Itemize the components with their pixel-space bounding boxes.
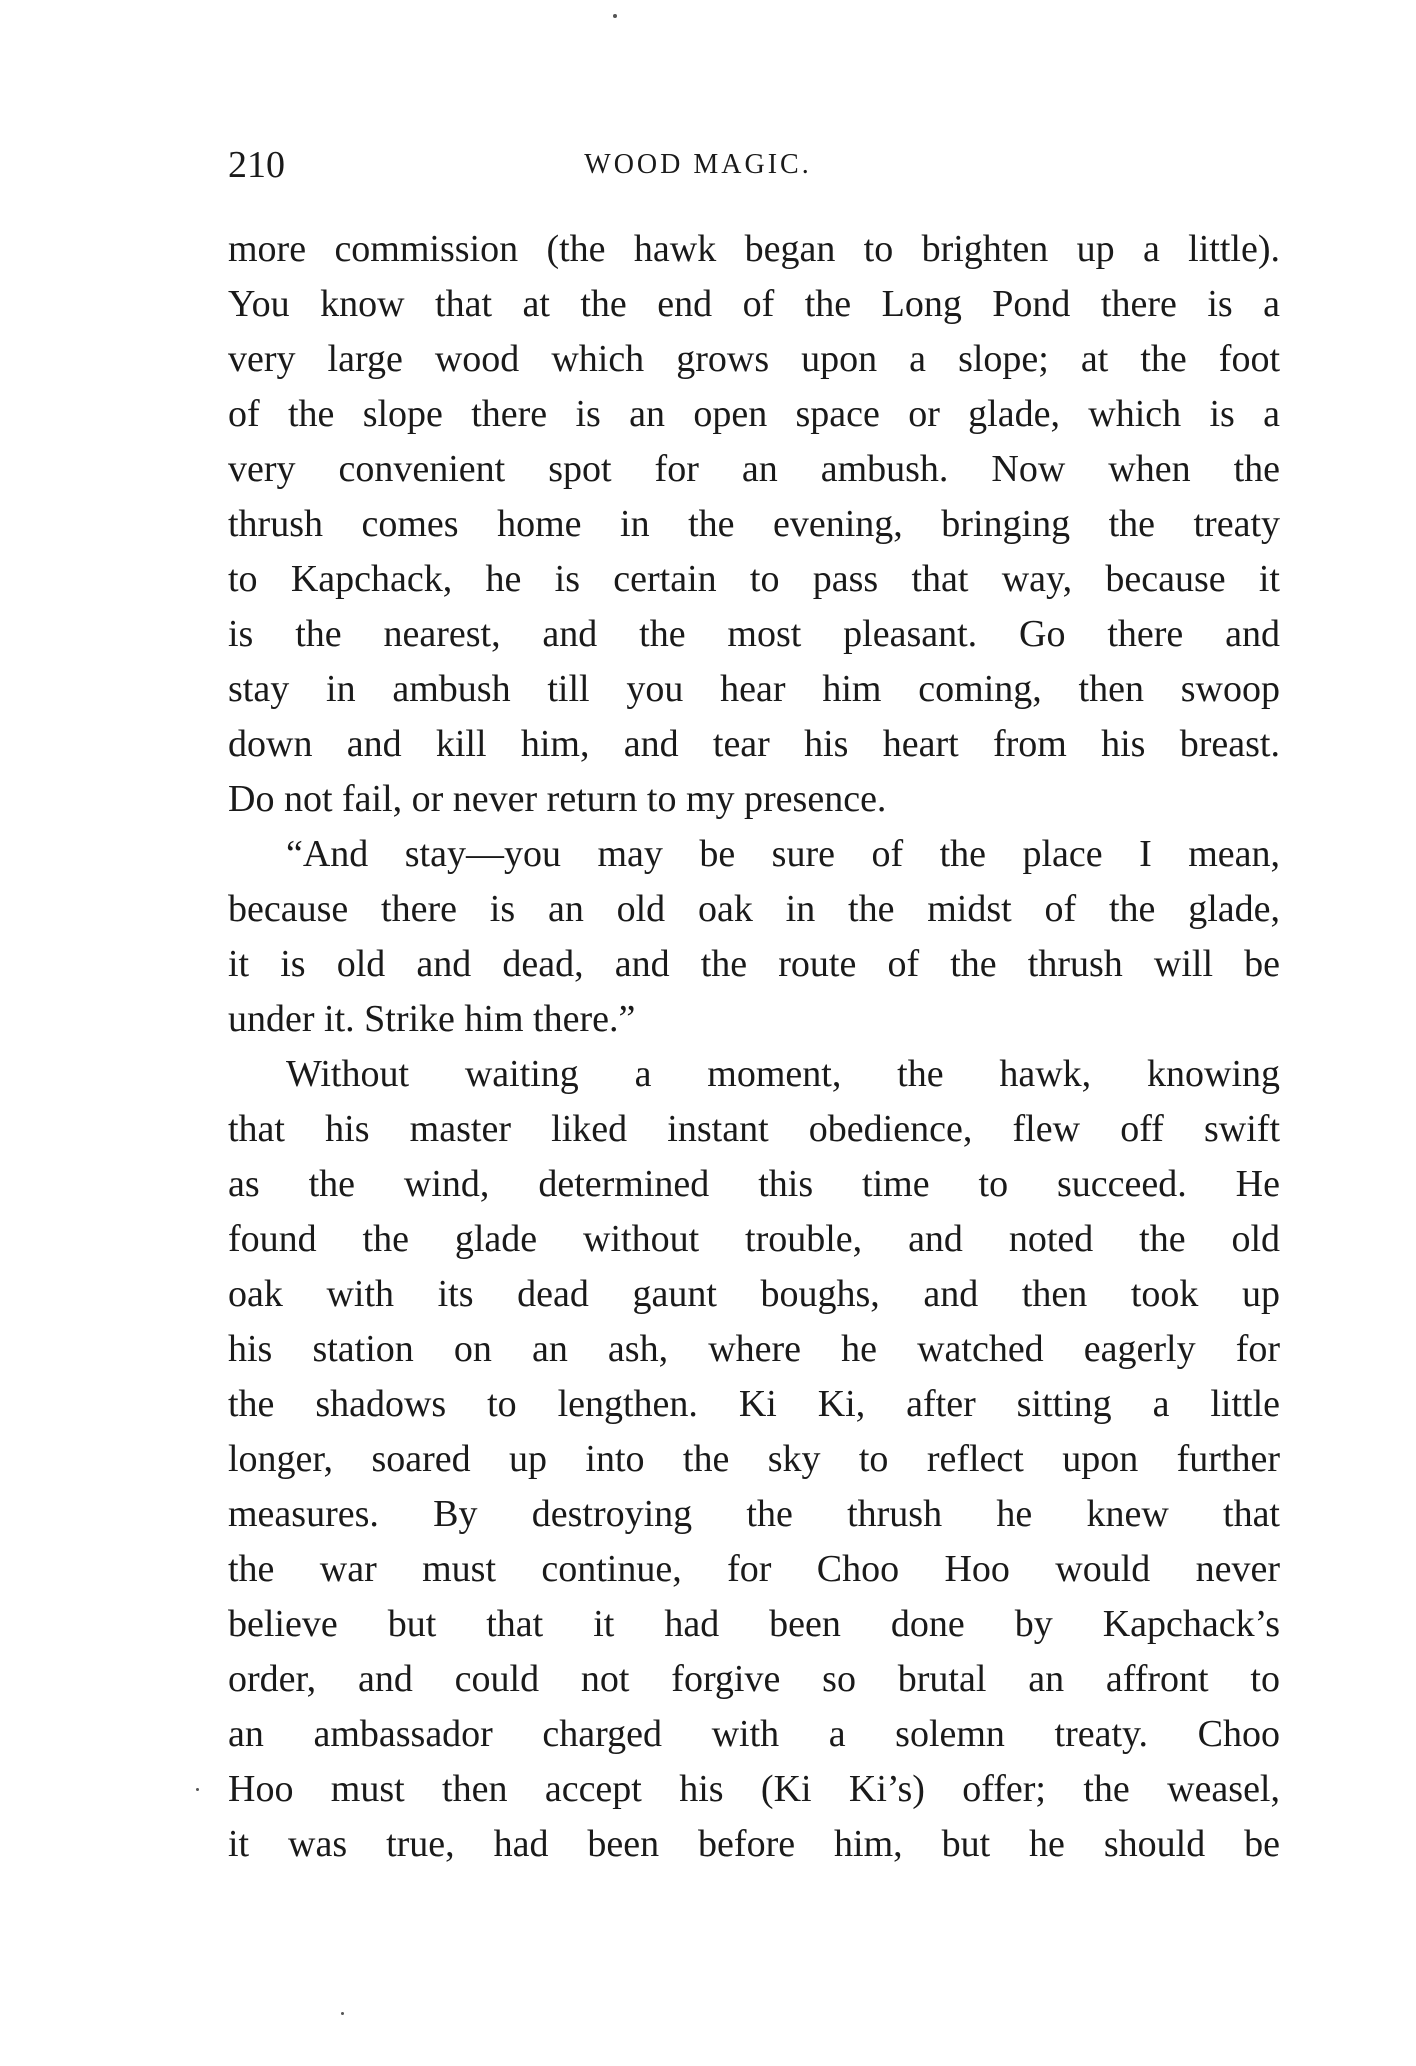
text-line: that his master liked instant obedience, flew off swift [228,1108,1280,1150]
text-line: believe but that it had been done by Kapchack’s [228,1603,1280,1645]
text-line: to Kapchack, he is certain to pass that way, because it [228,558,1280,600]
text-line: the shadows to lengthen. Ki Ki, after sitting a little [228,1383,1280,1425]
text-line: because there is an old oak in the midst of the glade, [228,888,1280,930]
text-line: thrush comes home in the evening, bringing the treaty [228,503,1280,545]
text-line: measures. By destroying the thrush he knew that [228,1493,1280,1535]
text-line: found the glade without trouble, and noted the old [228,1218,1280,1260]
text-line: the war must continue, for Choo Hoo would never [228,1548,1280,1590]
text-line: under it. Strike him there.” [228,998,636,1040]
text-line: Without waiting a moment, the hawk, knowing [286,1053,1280,1095]
text-line: very large wood which grows upon a slope; at the foot [228,338,1280,380]
body-text [228,222,1280,1872]
text-line: stay in ambush till you hear him coming, then swoop [228,668,1280,710]
text-line: order, and could not forgive so brutal an affront to [228,1658,1280,1700]
text-line: his station on an ash, where he watched eagerly for [228,1328,1280,1370]
running-head [228,140,1278,190]
text-line: is the nearest, and the most pleasant. Go there and [228,613,1280,655]
text-line: an ambassador charged with a solemn treaty. Choo [228,1713,1280,1755]
text-line: down and kill him, and tear his heart from his breast. [228,723,1280,765]
running-title: WOOD MAGIC. [584,149,812,180]
text-line: longer, soared up into the sky to reflect upon further [228,1438,1280,1480]
print-speck [613,14,617,18]
text-line: as the wind, determined this time to succeed. He [228,1163,1280,1205]
print-speck [341,2012,344,2015]
text-line: it is old and dead, and the route of the thrush will be [228,943,1280,985]
text-line: You know that at the end of the Long Pond there is a [228,283,1280,325]
text-line: Hoo must then accept his (Ki Ki’s) offer; the weasel, [228,1768,1280,1810]
text-line: Do not fail, or never return to my presence. [228,778,887,820]
text-line: oak with its dead gaunt boughs, and then took up [228,1273,1280,1315]
text-line: more commission (the hawk began to brighten up a little). [228,228,1280,270]
text-line: “And stay—you may be sure of the place I mean, [286,833,1280,875]
print-speck [196,1788,199,1791]
text-line: of the slope there is an open space or glade, which is a [228,393,1280,435]
page-number: 210 [228,144,285,186]
text-line: it was true, had been before him, but he should be [228,1823,1280,1865]
text-line: very convenient spot for an ambush. Now when the [228,448,1280,490]
